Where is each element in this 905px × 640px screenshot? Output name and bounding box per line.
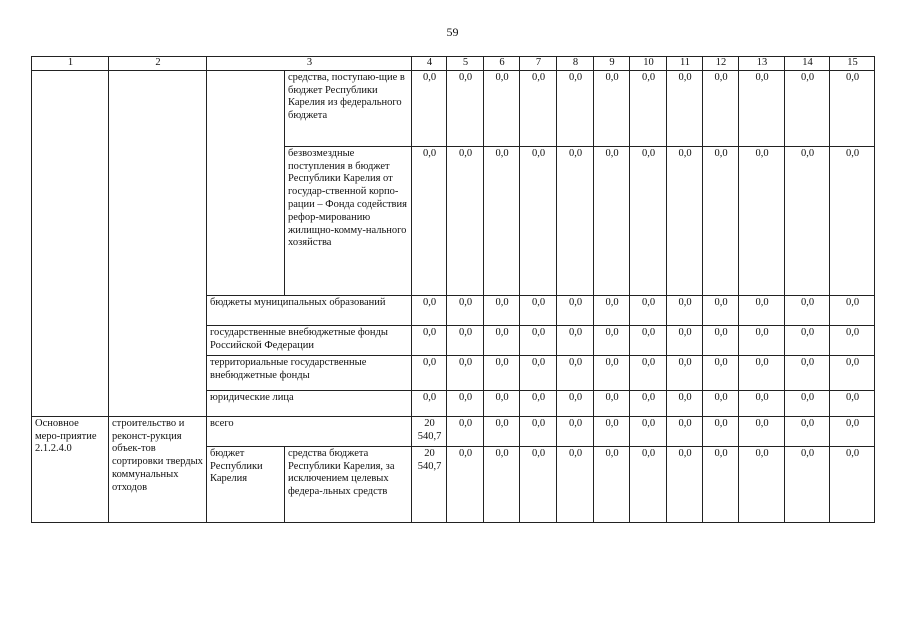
value-cell: 0,0 (667, 390, 703, 416)
value-cell: 0,0 (484, 446, 520, 522)
value-cell: 0,0 (630, 146, 667, 295)
source-label: безвозмездные поступления в бюджет Республики Карелия от государ-ственной корпо-рации – Фонда содействия рефор-мированию жилищно-комму-нального хозяйства (285, 146, 412, 295)
value-cell: 0,0 (630, 446, 667, 522)
value-cell: 0,0 (785, 70, 830, 146)
header-cell-3: 3 (207, 57, 412, 71)
value-cell: 0,0 (703, 416, 739, 446)
value-cell: 0,0 (739, 446, 785, 522)
value-cell: 0,0 (447, 70, 484, 146)
value-cell: 0,0 (830, 146, 875, 295)
value-cell: 0,0 (630, 70, 667, 146)
table-row (32, 416, 875, 446)
budget-table (31, 56, 875, 523)
value-cell: 0,0 (703, 70, 739, 146)
value-cell: 0,0 (484, 416, 520, 446)
value-cell: 0,0 (520, 355, 557, 390)
value-cell: 0,0 (830, 70, 875, 146)
value-cell: 0,0 (520, 146, 557, 295)
value-cell: 0,0 (785, 446, 830, 522)
value-cell: 0,0 (739, 295, 785, 325)
value-cell: 0,0 (557, 146, 594, 295)
header-cell-5: 5 (447, 57, 484, 71)
value-cell: 0,0 (412, 70, 447, 146)
value-cell: 0,0 (447, 416, 484, 446)
source-label: юридические лица (207, 390, 412, 416)
value-cell: 0,0 (785, 295, 830, 325)
value-cell: 0,0 (412, 355, 447, 390)
value-cell: 0,0 (594, 70, 630, 146)
value-cell: 0,0 (557, 295, 594, 325)
value-cell: 0,0 (667, 146, 703, 295)
value-cell: 0,0 (703, 295, 739, 325)
value-cell: 0,0 (739, 355, 785, 390)
value-cell: 0,0 (667, 355, 703, 390)
source-label: бюджеты муниципальных образований (207, 295, 412, 325)
value-cell: 0,0 (520, 325, 557, 355)
value-cell: 0,0 (484, 325, 520, 355)
value-cell: 0,0 (830, 325, 875, 355)
value-cell: 0,0 (484, 295, 520, 325)
value-cell: 0,0 (703, 325, 739, 355)
value-cell: 0,0 (557, 446, 594, 522)
header-row (32, 57, 875, 71)
value-cell: 0,0 (630, 295, 667, 325)
empty-name-cell (109, 70, 207, 416)
value-cell: 0,0 (830, 295, 875, 325)
source-label: средства, поступаю-щие в бюджет Республики Карелия из федерального бюджета (285, 70, 412, 146)
value-cell: 0,0 (785, 416, 830, 446)
value-cell: 0,0 (484, 70, 520, 146)
value-cell: 0,0 (520, 390, 557, 416)
value-cell: 0,0 (412, 295, 447, 325)
value-cell: 0,0 (447, 390, 484, 416)
value-cell: 0,0 (785, 390, 830, 416)
value-cell: 0,0 (594, 390, 630, 416)
header-cell-11: 11 (667, 57, 703, 71)
value-cell: 0,0 (447, 446, 484, 522)
value-cell: 0,0 (630, 325, 667, 355)
value-cell: 0,0 (785, 325, 830, 355)
value-cell: 0,0 (739, 325, 785, 355)
header-cell-14: 14 (785, 57, 830, 71)
header-cell-13: 13 (739, 57, 785, 71)
value-cell: 0,0 (557, 416, 594, 446)
header-cell-9: 9 (594, 57, 630, 71)
value-cell: 0,0 (557, 390, 594, 416)
value-cell: 0,0 (520, 70, 557, 146)
value-cell: 0,0 (703, 446, 739, 522)
value-cell: 0,0 (557, 70, 594, 146)
header-cell-4: 4 (412, 57, 447, 71)
value-cell: 0,0 (667, 325, 703, 355)
total-label: всего (207, 416, 412, 446)
value-cell: 0,0 (557, 325, 594, 355)
value-cell: 0,0 (594, 416, 630, 446)
value-cell: 0,0 (830, 355, 875, 390)
value-cell: 0,0 (830, 416, 875, 446)
value-cell: 0,0 (703, 355, 739, 390)
value-cell: 0,0 (484, 390, 520, 416)
value-cell: 0,0 (667, 295, 703, 325)
value-cell: 0,0 (520, 416, 557, 446)
value-cell: 0,0 (785, 146, 830, 295)
value-cell: 0,0 (594, 146, 630, 295)
activity-code: Основное меро-приятие 2.1.2.4.0 (32, 416, 109, 522)
empty-source-cell (207, 70, 285, 295)
header-cell-8: 8 (557, 57, 594, 71)
value-cell: 0,0 (667, 70, 703, 146)
value-cell: 0,0 (785, 355, 830, 390)
source-label: территориальные государственные внебюджетные фонды (207, 355, 412, 390)
value-cell: 0,0 (739, 146, 785, 295)
value-cell: 0,0 (447, 325, 484, 355)
value-cell: 0,0 (447, 295, 484, 325)
table-row (32, 70, 875, 146)
header-cell-1: 1 (32, 57, 109, 71)
value-cell: 0,0 (667, 416, 703, 446)
empty-code-cell (32, 70, 109, 416)
value-cell: 0,0 (830, 390, 875, 416)
activity-name: строительство и реконст-рукция объек-тов сортировки твердых коммунальных отходов (109, 416, 207, 522)
value-cell: 0,0 (412, 325, 447, 355)
value-cell: 0,0 (594, 446, 630, 522)
value-cell: 0,0 (703, 390, 739, 416)
value-cell: 0,0 (630, 355, 667, 390)
value-cell: 0,0 (520, 295, 557, 325)
value-cell: 0,0 (667, 446, 703, 522)
value-cell: 0,0 (412, 146, 447, 295)
value-cell: 0,0 (830, 446, 875, 522)
page-number: 59 (446, 25, 459, 39)
header-cell-10: 10 (630, 57, 667, 71)
header-cell-15: 15 (830, 57, 875, 71)
value-cell: 0,0 (739, 70, 785, 146)
header-cell-12: 12 (703, 57, 739, 71)
value-cell: 0,0 (703, 146, 739, 295)
value-cell: 0,0 (557, 355, 594, 390)
value-cell: 0,0 (520, 446, 557, 522)
value-cell: 0,0 (739, 416, 785, 446)
value-cell: 0,0 (594, 355, 630, 390)
source-label: государственные внебюджетные фонды Российской Федерации (207, 325, 412, 355)
value-cell: 0,0 (412, 390, 447, 416)
value-cell: 0,0 (630, 416, 667, 446)
value-cell: 0,0 (630, 390, 667, 416)
value-cell: 0,0 (447, 355, 484, 390)
value-cell: 0,0 (594, 325, 630, 355)
value-cell: 0,0 (739, 390, 785, 416)
budget-sub-label: средства бюджета Республики Карелия, за исключением целевых федера-льных средств (285, 446, 412, 522)
header-cell-2: 2 (109, 57, 207, 71)
header-cell-6: 6 (484, 57, 520, 71)
header-cell-7: 7 (520, 57, 557, 71)
total-value: 20 540,7 (412, 416, 447, 446)
value-cell: 0,0 (484, 355, 520, 390)
budget-value: 20 540,7 (412, 446, 447, 522)
value-cell: 0,0 (484, 146, 520, 295)
value-cell: 0,0 (594, 295, 630, 325)
budget-label: бюджет Республики Карелия (207, 446, 285, 522)
value-cell: 0,0 (447, 146, 484, 295)
